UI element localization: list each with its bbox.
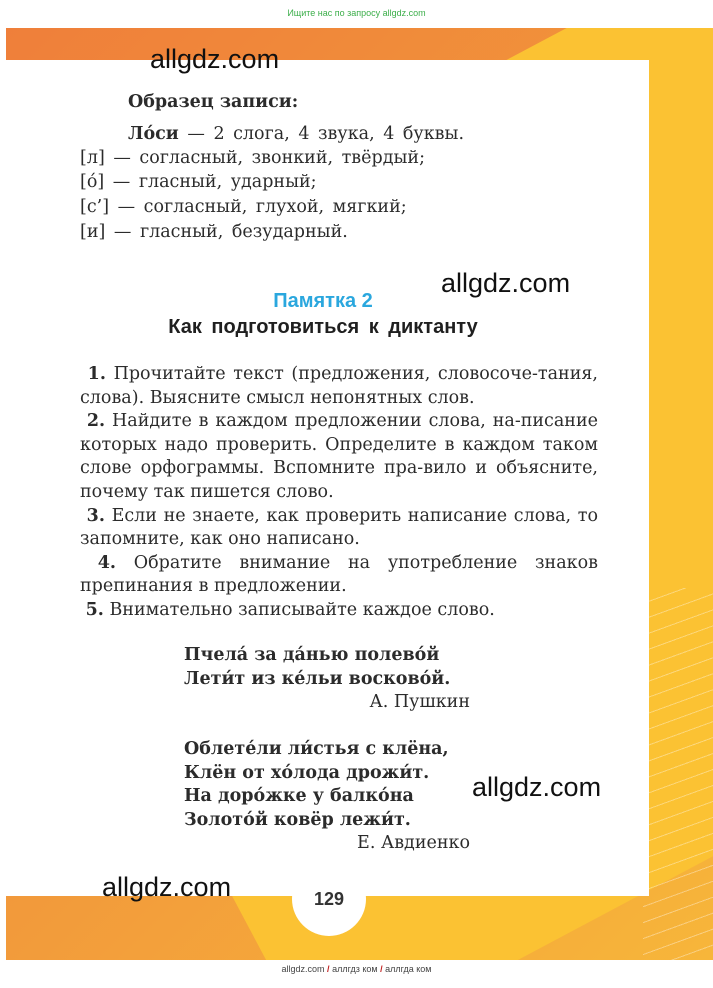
memo-label: Памятка 2	[273, 290, 373, 312]
sample-word-line	[128, 124, 464, 144]
watermark: allgdz.com	[102, 872, 232, 902]
watermark: allgdz.com	[472, 772, 602, 802]
sample-line: [с’] — согласный, глухой, мягкий;	[80, 197, 407, 217]
top-banner[interactable]: Ищите нас по запросу allgdz.com	[287, 8, 426, 18]
poem-line: На доро́жке у балко́на	[184, 786, 414, 807]
memo-item: 4. Обратите внимание на употребление знаков препинания в предложении.	[80, 552, 598, 597]
sample-line: [о́] — гласный, ударный;	[80, 172, 317, 192]
bottom-banner	[0, 964, 713, 974]
decorative-lines	[643, 588, 713, 960]
bottom-link[interactable]: аллгдз ком	[332, 964, 378, 974]
memo-list	[80, 363, 598, 623]
poem-line: Клён от хо́лода дрожи́т.	[184, 762, 430, 783]
watermark: allgdz.com	[441, 268, 571, 298]
sample-heading: Образец записи:	[128, 92, 299, 112]
poem-line: Пчела́ за да́нью полево́й	[184, 645, 440, 665]
poem-line: Облете́ли ли́стья с клёна,	[184, 739, 449, 759]
poem-avdienko	[184, 738, 470, 856]
bottom-link[interactable]: allgdz.com	[281, 964, 325, 974]
page-number: 129	[292, 862, 366, 936]
bottom-link[interactable]: аллгда ком	[385, 964, 432, 974]
watermark: allgdz.com	[150, 44, 280, 74]
poem-line: Золото́й ковёр лежи́т.	[184, 809, 411, 830]
sample-word: Ло́си	[128, 124, 179, 144]
poem-author: Е. Авдиенко	[357, 833, 470, 854]
sample-line: [л] — согласный, звонкий, твёрдый;	[80, 148, 425, 168]
memo-item: 1. Прочитайте текст (предложения, словосоче-тания, слова). Выясните смысл непонятных слов.	[80, 364, 598, 408]
sample-line: [и] — гласный, безударный.	[80, 222, 348, 242]
bottom-separator: /	[327, 964, 330, 974]
bottom-separator: /	[380, 964, 383, 974]
poem-line: Лети́т из ке́льи восково́й.	[184, 668, 451, 689]
memo-title: Как подготовиться к диктанту	[168, 316, 478, 338]
sample-word-desc: — 2 слога, 4 звука, 4 буквы.	[187, 124, 465, 144]
poem-author: А. Пушкин	[369, 692, 470, 713]
memo-item: 5. Внимательно записывайте каждое слово.	[85, 599, 495, 620]
memo-item: 3. Если не знаете, как проверить написание слова, то запомните, как оно написано.	[80, 505, 598, 550]
memo-item: 2. Найдите в каждом предложении слова, на-писание которых надо проверить. Определите в каждом таком слове орфограммы. Вспомните пра-вило и объясните, почему так пишется слово.	[80, 411, 598, 502]
poem-pushkin	[184, 644, 470, 715]
